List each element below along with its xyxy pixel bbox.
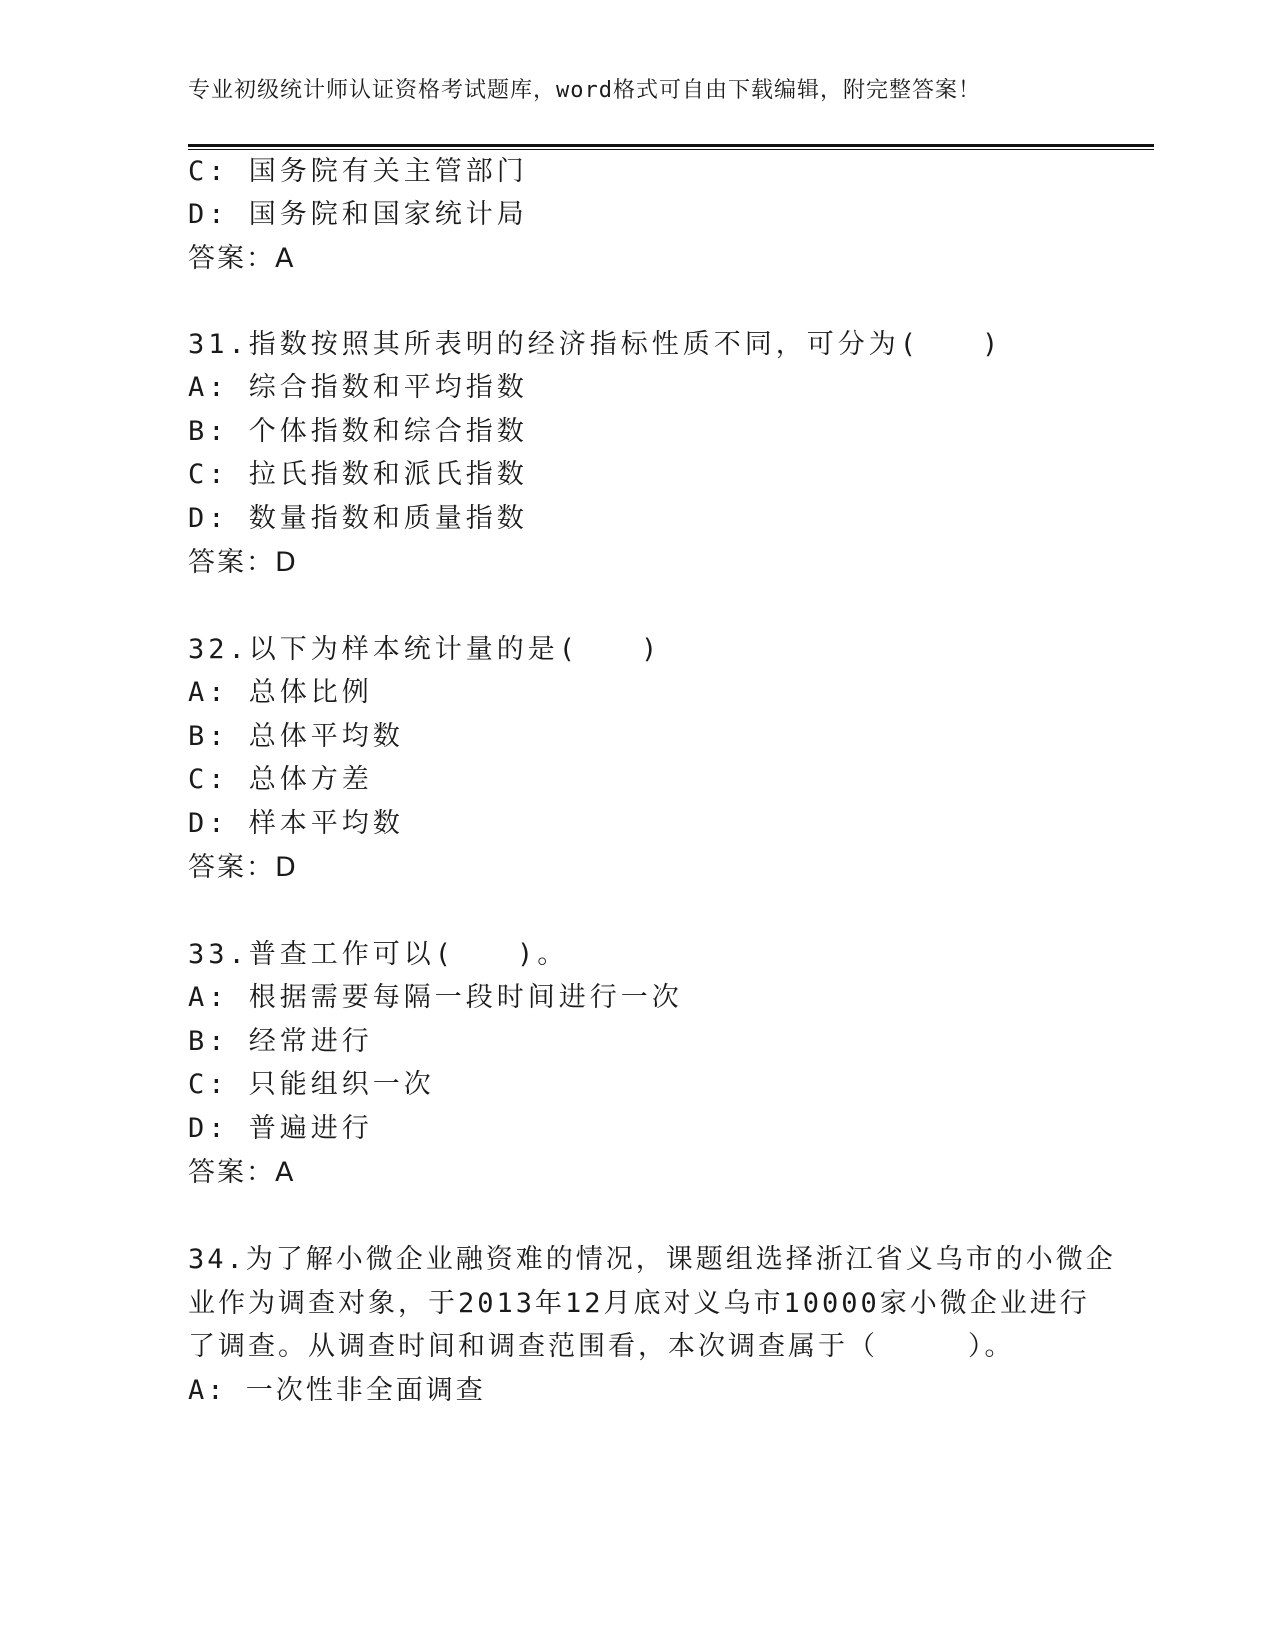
option-b: B: 经常进行 xyxy=(188,1026,373,1057)
question-stem: 33.普查工作可以( )。 xyxy=(188,939,569,970)
option-a: A: 综合指数和平均指数 xyxy=(188,372,528,403)
option-a: A: 根据需要每隔一段时间进行一次 xyxy=(188,982,683,1013)
header-rule xyxy=(188,144,1154,151)
option-d: D: 数量指数和质量指数 xyxy=(188,503,528,534)
answer-line: 答案：A xyxy=(188,1157,296,1188)
option-d: D: 样本平均数 xyxy=(188,808,404,839)
option-b: B: 个体指数和综合指数 xyxy=(188,416,528,447)
page-header: 专业初级统计师认证资格考试题库，word格式可自由下载编辑，附完整答案！ xyxy=(188,78,981,103)
question-stem-line-3: 了调查。从调查时间和调查范围看，本次调查属于（ ）。 xyxy=(188,1331,1015,1362)
option-a: A: 总体比例 xyxy=(188,677,373,708)
question-stem: 31.指数按照其所表明的经济指标性质不同，可分为( ) xyxy=(188,329,1003,360)
question-stem: 32.以下为样本统计量的是( ) xyxy=(188,634,662,665)
answer-line: 答案：D xyxy=(188,547,298,578)
option-c: C: 只能组织一次 xyxy=(188,1069,435,1100)
answer-line: 答案：D xyxy=(188,852,298,883)
option-c: C: 国务院有关主管部门 xyxy=(188,156,528,187)
header-rule-thick xyxy=(188,144,1154,147)
answer-line: 答案：A xyxy=(188,243,296,274)
option-d: D: 国务院和国家统计局 xyxy=(188,199,528,230)
question-stem-line-1: 34.为了解小微企业融资难的情况，课题组选择浙江省义乌市的小微企 xyxy=(188,1244,1116,1275)
option-c: C: 拉氏指数和派氏指数 xyxy=(188,459,528,490)
option-b: B: 总体平均数 xyxy=(188,721,404,752)
option-a: A: 一次性非全面调查 xyxy=(188,1375,486,1406)
option-d: D: 普遍进行 xyxy=(188,1113,373,1144)
option-c: C: 总体方差 xyxy=(188,764,373,795)
header-rule-thin xyxy=(188,149,1154,150)
question-stem-line-2: 业作为调查对象，于2013年12月底对义乌市10000家小微企业进行 xyxy=(188,1288,1090,1319)
